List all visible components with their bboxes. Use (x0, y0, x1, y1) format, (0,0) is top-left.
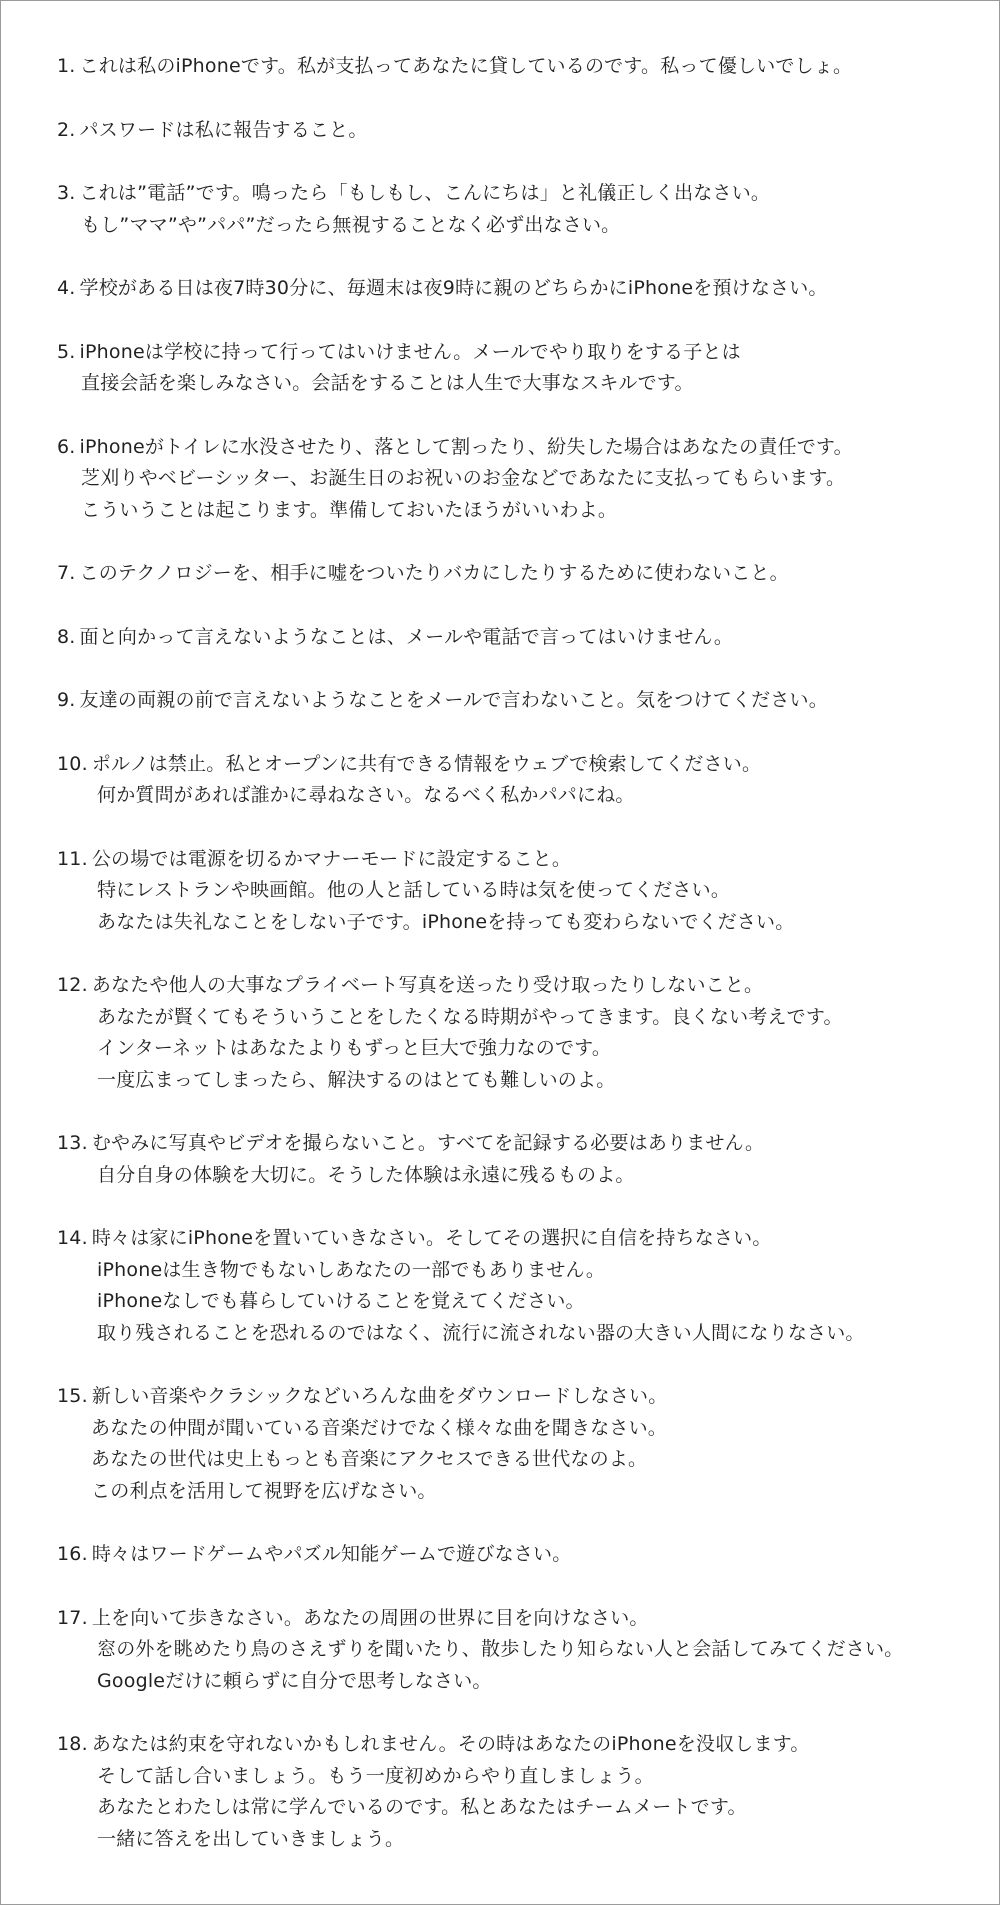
rule-first-line (57, 115, 997, 147)
rule-item (57, 970, 997, 1096)
rule-number: 17. (57, 1606, 88, 1629)
rule-text: この利点を活用して視野を広げなさい。 (91, 1479, 437, 1502)
rule-continuation-line (57, 1792, 997, 1824)
rule-number: 6. (57, 435, 76, 458)
rule-text: あなたの仲間が聞いている音楽だけでなく様々な曲を聞きなさい。 (91, 1416, 668, 1439)
rule-item (57, 115, 997, 147)
rule-number: 11. (57, 847, 88, 870)
rule-text: むやみに写真やビデオを撮らないこと。すべてを記録する必要はありません。 (91, 1132, 765, 1154)
rule-item (57, 51, 997, 83)
rule-first-line (57, 1128, 997, 1160)
rule-text: もし”ママ”や”パパ”だったら無視することなく必ず出なさい。 (81, 213, 621, 236)
rule-item (57, 1539, 997, 1571)
rule-text: 何か質問があれば誰かに尋ねなさい。なるべく私かパパにね。 (97, 784, 635, 806)
rule-number: 1. (57, 55, 76, 77)
rule-text: あなたは失礼なことをしない子です。iPhoneを持っても変わらないでください。 (97, 910, 795, 933)
rule-text: こういうことは起こります。準備しておいたほうがいいわよ。 (81, 498, 618, 521)
rule-item (57, 1603, 997, 1698)
rule-item (57, 1223, 997, 1349)
rule-number: 5. (57, 340, 76, 363)
rule-number: 10. (57, 752, 88, 775)
rule-text: そして話し合いましょう。もう一度初めからやり直しましょう。 (97, 1764, 654, 1787)
rule-continuation-line (57, 1318, 997, 1350)
rule-item (57, 622, 997, 654)
rule-number: 4. (57, 277, 76, 299)
rule-text: 直接会話を楽しみなさい。会話をすることは人生で大事なスキルです。 (81, 372, 694, 394)
rule-item (57, 558, 997, 590)
rule-item (57, 178, 997, 241)
rule-continuation-line (57, 780, 997, 812)
rule-item (57, 1128, 997, 1191)
rule-number: 3. (57, 182, 76, 204)
rule-text: 特にレストランや映画館。他の人と話している時は気を使ってください。 (97, 879, 731, 901)
rule-continuation-line (57, 1444, 997, 1476)
rule-text: iPhoneは学校に持って行ってはいけません。メールでやり取りをする子とは (79, 340, 741, 363)
rules-list (57, 51, 997, 1887)
rule-text: 時々はワードゲームやパズル知能ゲームで遊びなさい。 (91, 1543, 572, 1565)
rule-first-line (57, 622, 997, 654)
rule-first-line (57, 1729, 997, 1761)
rule-text: あなたや他人の大事なプライベート写真を送ったり受け取ったりしないこと。 (91, 974, 764, 996)
rule-continuation-line (57, 210, 997, 242)
rule-first-line (57, 1381, 997, 1413)
rule-text: あなたとわたしは常に学んでいるのです。私とあなたはチームメートです。 (97, 1796, 747, 1818)
rule-first-line (57, 844, 997, 876)
rule-text: あなたは約束を守れないかもしれません。その時はあなたのiPhoneを没収します。 (91, 1733, 810, 1755)
rule-continuation-line (57, 1286, 997, 1318)
rule-continuation-line (57, 1255, 997, 1287)
rule-text: 面と向かって言えないようなことは、メールや電話で言ってはいけません。 (79, 625, 734, 648)
rule-text: 新しい音楽やクラシックなどいろんな曲をダウンロードしなさい。 (91, 1385, 668, 1407)
rule-number: 15. (57, 1385, 88, 1407)
rule-first-line (57, 558, 997, 590)
rule-text: 窓の外を眺めたり鳥のさえずりを聞いたり、散歩したり知らない人と会話してみてください。 (97, 1638, 904, 1660)
rule-number: 9. (57, 689, 76, 711)
rule-continuation-line (57, 1476, 997, 1508)
rule-continuation-line (57, 1065, 997, 1097)
rule-text: パスワードは私に報告すること。 (79, 118, 368, 141)
rule-first-line (57, 178, 997, 210)
rule-continuation-line (57, 1002, 997, 1034)
rule-text: インターネットはあなたよりもずっと巨大で強力なのです。 (97, 1037, 612, 1059)
rule-first-line (57, 432, 997, 464)
rule-continuation-line (57, 1666, 997, 1698)
rule-continuation-line (57, 368, 997, 400)
rule-text: あなたが賢くてもそういうことをしたくなる時期がやってきます。良くない考えです。 (97, 1005, 843, 1028)
rule-item (57, 273, 997, 305)
rule-item (57, 844, 997, 939)
rule-number: 12. (57, 974, 88, 996)
rule-text: あなたの世代は史上もっとも音楽にアクセスできる世代なのよ。 (91, 1448, 648, 1470)
rule-text: 取り残されることを恐れるのではなく、流行に流されない器の大きい人間になりなさい。 (97, 1321, 865, 1344)
rule-number: 18. (57, 1733, 88, 1755)
rule-text: このテクノロジーを、相手に嘘をついたりバカにしたりするために使わないこと。 (79, 562, 789, 584)
rule-continuation-line (57, 1634, 997, 1666)
rule-continuation-line (57, 1413, 997, 1445)
rule-text: 友達の両親の前で言えないようなことをメールで言わないこと。気をつけてください。 (79, 689, 828, 711)
rule-continuation-line (57, 1160, 997, 1192)
rule-item (57, 337, 997, 400)
rule-text: 時々は家にiPhoneを置いていきなさい。そしてその選択に自信を持ちなさい。 (91, 1227, 772, 1249)
rule-continuation-line (57, 495, 997, 527)
rule-text: ポルノは禁止。私とオープンに共有できる情報をウェブで検索してください。 (91, 752, 762, 775)
rule-continuation-line (57, 1824, 997, 1856)
rule-number: 14. (57, 1227, 88, 1249)
rule-first-line (57, 273, 997, 305)
rule-item (57, 749, 997, 812)
rule-first-line (57, 1223, 997, 1255)
rule-text: 学校がある日は夜7時30分に、毎週末は夜9時に親のどちらかにiPhoneを預けなさい。 (79, 277, 828, 299)
rule-text: 芝刈りやベビーシッター、お誕生日のお祝いのお金などであなたに支払ってもらいます。 (81, 467, 846, 489)
rule-text: iPhoneは生き物でもないしあなたの一部でもありません。 (97, 1258, 606, 1281)
rule-text: Googleだけに頼らずに自分で思考しなさい。 (97, 1669, 492, 1692)
rule-item (57, 1729, 997, 1855)
rule-number: 2. (57, 118, 76, 141)
rule-continuation-line (57, 907, 997, 939)
rule-number: 8. (57, 625, 76, 648)
rule-first-line (57, 685, 997, 717)
rule-first-line (57, 51, 997, 83)
rule-text: これは”電話”です。鳴ったら「もしもし、こんにちは」と礼儀正しく出なさい。 (79, 182, 771, 204)
rule-text: iPhoneなしでも暮らしていけることを覚えてください。 (97, 1290, 585, 1312)
rule-first-line (57, 1603, 997, 1635)
rule-item (57, 685, 997, 717)
rule-text: 自分自身の体験を大切に。そうした体験は永遠に残るものよ。 (97, 1163, 635, 1186)
rule-text: 上を向いて歩きなさい。あなたの周囲の世界に目を向けなさい。 (91, 1606, 649, 1629)
rule-text: 一緒に答えを出していきましょう。 (97, 1827, 405, 1850)
rule-number: 13. (57, 1132, 88, 1154)
rule-text: iPhoneがトイレに水没させたり、落として割ったり、紛失した場合はあなたの責任です。 (79, 435, 853, 458)
rule-number: 7. (57, 562, 76, 584)
rule-text: 一度広まってしまったら、解決するのはとても難しいのよ。 (97, 1068, 616, 1091)
rule-text: 公の場では電源を切るかマナーモードに設定すること。 (91, 847, 572, 870)
rule-number: 16. (57, 1543, 88, 1565)
rule-first-line (57, 970, 997, 1002)
rule-item (57, 432, 997, 527)
rule-continuation-line (57, 875, 997, 907)
rule-item (57, 1381, 997, 1507)
rule-text: これは私のiPhoneです。私が支払ってあなたに貸しているのです。私って優しいでしょ。 (79, 55, 853, 77)
rule-first-line (57, 749, 997, 781)
rule-continuation-line (57, 1761, 997, 1793)
rule-continuation-line (57, 463, 997, 495)
rule-first-line (57, 337, 997, 369)
rule-continuation-line (57, 1033, 997, 1065)
rule-first-line (57, 1539, 997, 1571)
